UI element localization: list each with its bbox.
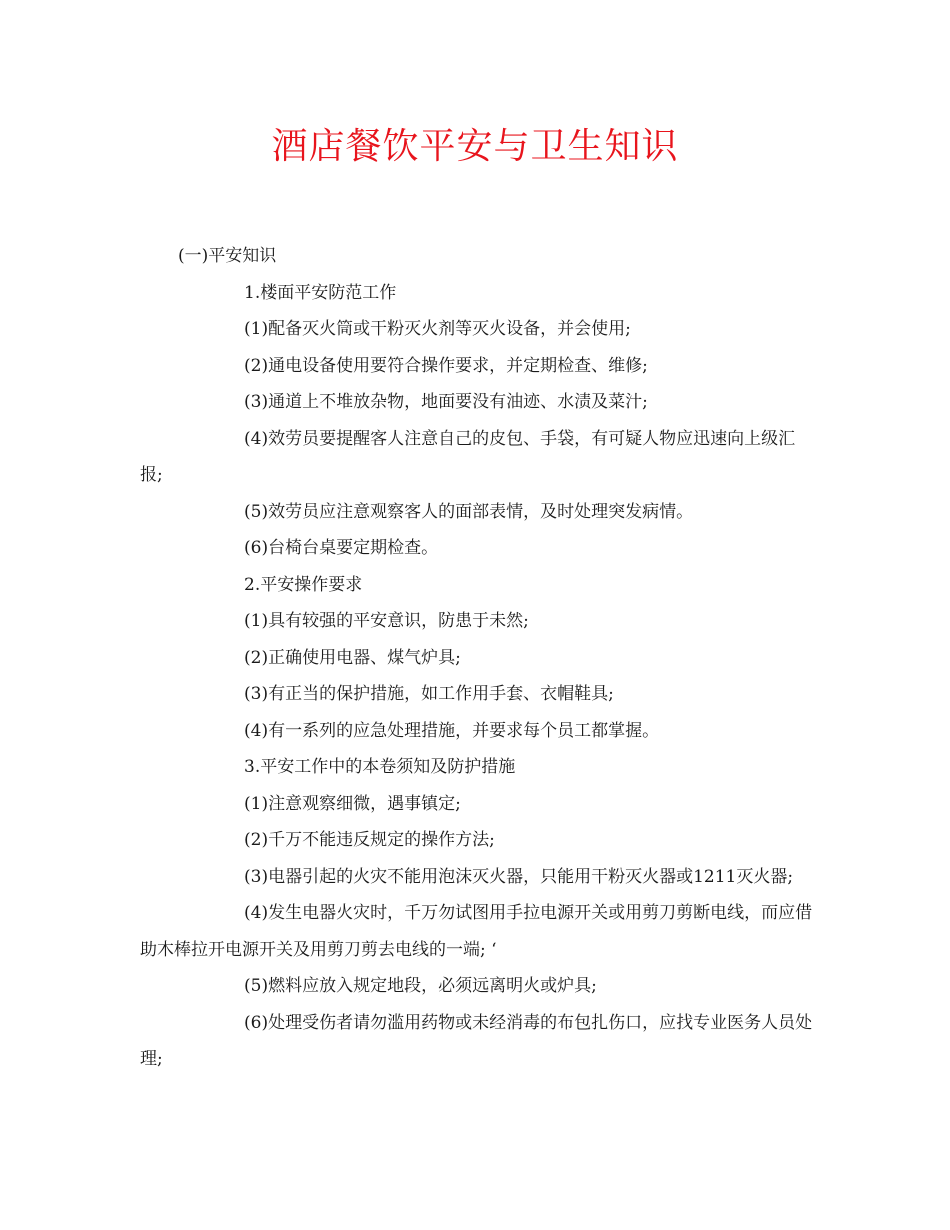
list-item: (6)处理受伤者请勿滥用药物或未经消毒的布包扎伤口，应找专业医务人员处理; <box>140 1012 813 1069</box>
subsection-heading: 2.平安操作要求 <box>244 574 363 595</box>
list-item: (1)配备灭火筒或干粉灭火剂等灭火设备，并会使用; <box>244 319 631 339</box>
list-item: (3)有正当的保护措施，如工作用手套、衣帽鞋具; <box>244 684 614 704</box>
list-item: (4)效劳员要提醒客人注意自己的皮包、手袋，有可疑人物应迅速向上级汇报; <box>140 428 796 485</box>
list-item: (2)通电设备使用要符合操作要求，并定期检查、维修; <box>244 355 648 376</box>
list-item: (3)电器引起的火灾不能用泡沫灭火器，只能用干粉灭火器或1211灭火器; <box>244 866 794 887</box>
list-item: (4)发生电器火灾时，千万勿试图用手拉电源开关或用剪刀剪断电线，而应借助木棒拉开电源开关及用剪刀剪去电线的一端; ‘ <box>140 903 813 960</box>
document-title: 酒店餐饮平安与卫生知识 <box>271 126 679 167</box>
document-body <box>140 238 815 1078</box>
list-item: (1)注意观察细微，遇事镇定; <box>244 793 461 814</box>
subsection-heading: 3.平安工作中的本卷须知及防护措施 <box>244 757 516 777</box>
list-item: (2)正确使用电器、煤气炉具; <box>244 647 461 668</box>
list-item: (1)具有较强的平安意识，防患于未然; <box>244 611 529 631</box>
list-item: (3)通道上不堆放杂物，地面要没有油迹、水渍及菜汁; <box>244 392 648 412</box>
list-item: (4)有一系列的应急处理措施，并要求每个员工都掌握。 <box>244 720 660 741</box>
list-item: (6)台椅台桌要定期检查。 <box>244 538 439 558</box>
list-item: (2)千万不能违反规定的操作方法; <box>244 830 495 850</box>
list-item: (5)效劳员应注意观察客人的面部表情，及时处理突发病情。 <box>244 501 694 522</box>
section-heading: (一)平安知识 <box>178 246 277 266</box>
list-item: (5)燃料应放入规定地段，必须远离明火或炉具; <box>244 976 597 996</box>
subsection-heading: 1.楼面平安防范工作 <box>244 282 397 303</box>
